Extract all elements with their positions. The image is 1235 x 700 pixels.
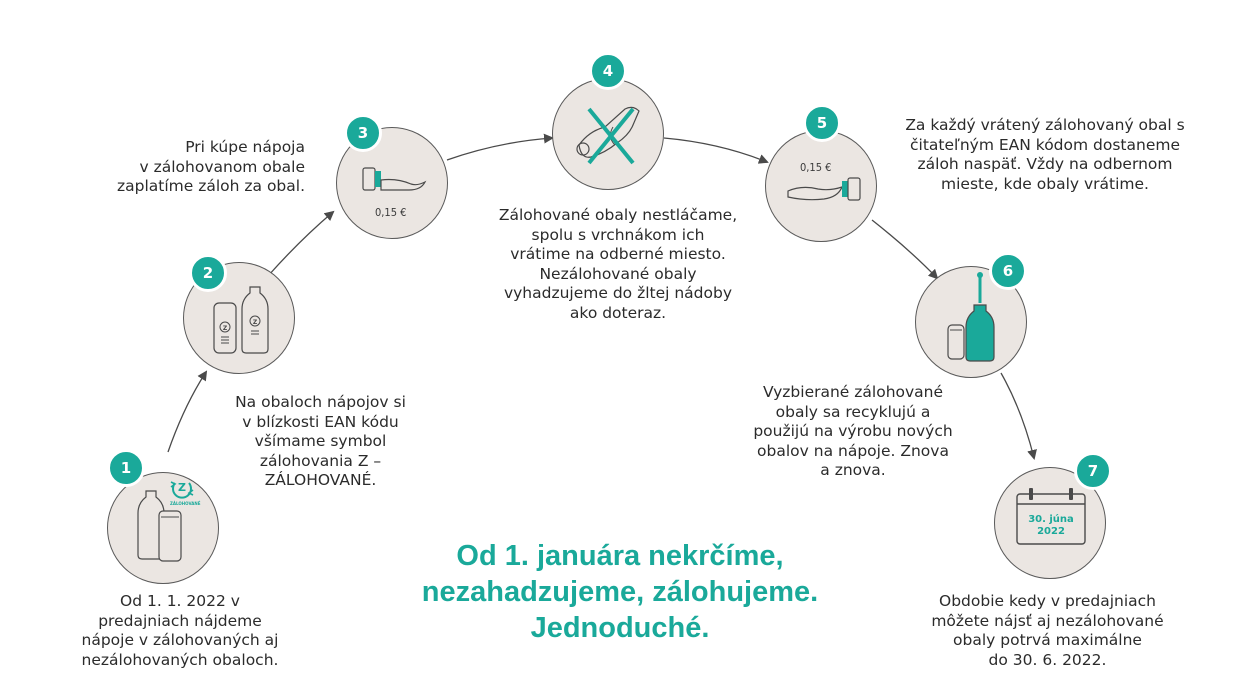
arrow-1-2 xyxy=(168,372,206,452)
crushed-bottle-crossed-icon xyxy=(553,79,664,190)
headline-line-3: Jednoduché. xyxy=(530,612,710,644)
step-7-badge: 7 xyxy=(1074,452,1112,490)
step-7-description: Obdobie kedy v predajniach môžete nájsť aj nezálohované obaly potrvá maximálne do 30. 6. 2022. xyxy=(931,592,1164,669)
step-4-description: Zálohované obaly nestláčame, spolu s vrchnákom ich vrátime na odberné miesto. Nezálohované obaly vyhadzujeme do žltej nádoby ako doteraz. xyxy=(498,206,738,322)
step-1-badge: 1 xyxy=(107,449,145,487)
step-1-circle xyxy=(107,472,219,584)
arrow-4-5 xyxy=(664,138,767,162)
step-1-description: Od 1. 1. 2022 v predajniach nájdeme nápoje v zálohovaných aj nezálohovaných obaloch. xyxy=(81,592,279,669)
z-deposit-label: ZÁLOHOVANÉ xyxy=(170,501,201,506)
z-deposit-symbol-icon xyxy=(108,473,219,584)
headline-line-2: nezahadzujeme, zálohujeme. xyxy=(421,576,819,608)
step-4-badge: 4 xyxy=(589,52,627,90)
step-6-description: Vyzbierané zálohované obaly sa recyklujú a použijú na výrobu nových obalov na nápoje. Znova a znova. xyxy=(753,383,953,479)
step-5-description: Za každý vrátený zálohovaný obal s čitateľným EAN kódom dostaneme záloh naspäť. Vždy na odbernom mieste, kde obaly vrátime. xyxy=(905,116,1185,193)
step-3-description: Pri kúpe nápoja v zálohovanom obale zaplatíme záloh za obal. xyxy=(116,138,305,195)
headline-line-1: Od 1. januára nekrčíme, xyxy=(456,540,784,572)
headline xyxy=(330,538,910,646)
arrow-3-4 xyxy=(447,138,552,160)
step-3-price: 0,15 € xyxy=(375,206,407,219)
step-5-circle xyxy=(765,130,877,242)
step-5-price: 0,15 € xyxy=(800,161,832,174)
svg-text:Z: Z xyxy=(178,481,186,494)
arrow-6-7 xyxy=(1001,373,1034,458)
step-5-badge: 5 xyxy=(803,104,841,142)
step-2-badge: 2 xyxy=(189,254,227,292)
svg-text:Z: Z xyxy=(222,325,228,332)
step-6-badge: 6 xyxy=(989,252,1027,290)
svg-text:Z: Z xyxy=(252,319,258,326)
hand-receiving-icon xyxy=(766,131,877,242)
step-2-description: Na obaloch nápojov si v blízkosti EAN kódu všímame symbol zálohovania Z – ZÁLOHOVANÉ. xyxy=(235,393,406,489)
step-3-badge: 3 xyxy=(344,114,382,152)
calendar-date: 30. júna 2022 xyxy=(1028,514,1074,537)
step-4-circle xyxy=(552,78,664,190)
